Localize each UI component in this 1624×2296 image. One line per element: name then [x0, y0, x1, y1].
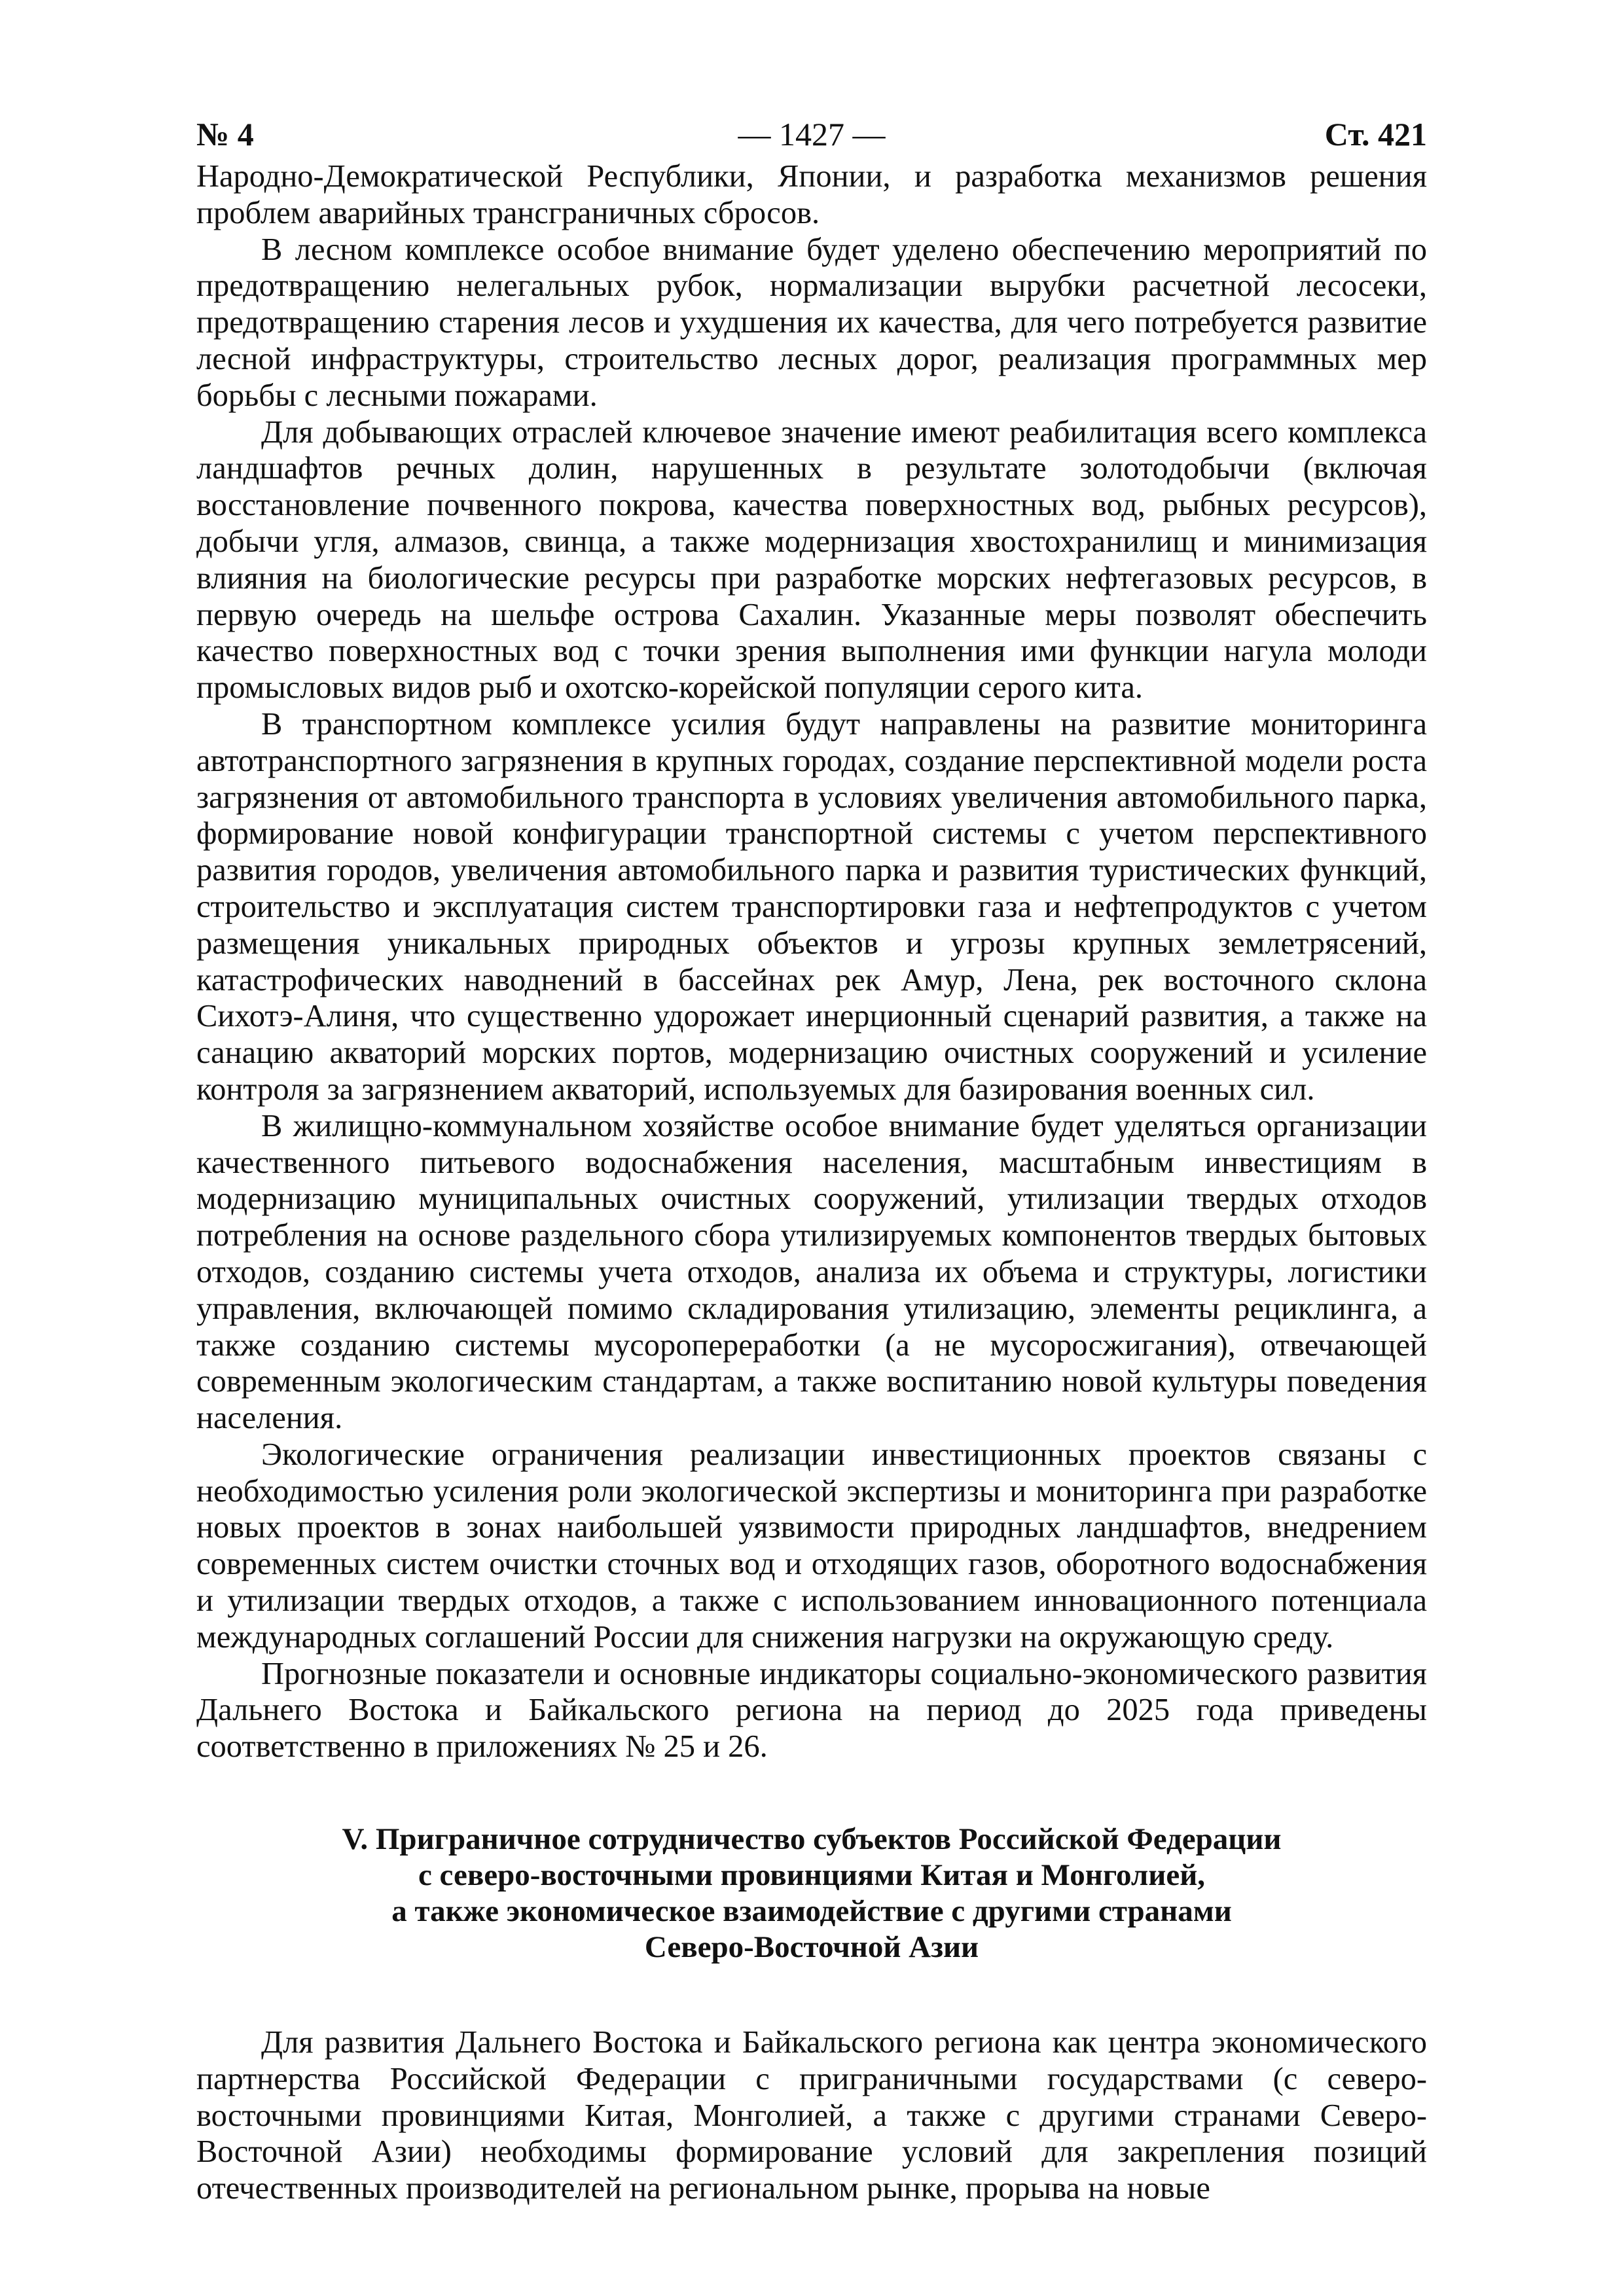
- document-page: [196, 113, 1427, 2207]
- paragraph-mining: Для добывающих отраслей ключевое значение имеют реабилитация всего комплекса ландшафтов речных долин, нарушенных в результате золотодобычи (включая восстановление почвенного покрова, качества поверхностных вод, рыбных ресурсов), добычи угля, алмазов, свинца, а также модернизация хвостохранилищ и минимизация влияния на биологические ресурсы при разработке морских нефтегазовых ресурсов, в первую очередь на шельфе острова Сахалин. Указанные меры позволят обеспечить качество поверхностных вод с точки зрения выполнения ими функции нагула молоди промысловых видов рыб и охотско-корейской популяции серого кита.: [196, 414, 1427, 706]
- running-header: [196, 113, 1427, 156]
- paragraph-section-intro: Для развития Дальнего Востока и Байкальского региона как центра экономического партнерства Российской Федерации с приграничными государствами (с северо-восточными провинциями Китая, Монголией, а также с другими странами Северо-Восточной Азии) необходимы формирование условий для закрепления позиций отечественных производителей на региональном рынке, прорыва на новые: [196, 2025, 1427, 2206]
- paragraph-continuation: Народно-Демократической Республики, Японии, и разработка механизмов решения проблем аварийных трансграничных сбросов.: [196, 159, 1427, 230]
- paragraph-ecological-limits: Экологические ограничения реализации инвестиционных проектов связаны с необходимостью усиления роли экологической экспертизы и мониторинга при разработке новых проектов в зонах наибольшей уязвимости природных ландшафтов, внедрением современных систем очистки сточных вод и отходящих газов, оборотного водоснабжения и утилизации твердых отходов, а также с использованием инновационного потенциала международных соглашений России для снижения нагрузки на окружающую среду.: [196, 1437, 1427, 1655]
- issue-number: № 4: [196, 116, 254, 152]
- section-heading-line: Северо-Восточной Азии: [644, 1930, 979, 1965]
- paragraph-transport: В транспортном комплексе усилия будут направлены на развитие мониторинга автотранспортного загрязнения в крупных городах, создание перспективной модели роста загрязнения от автомобильного транспорта в условиях увеличения автомобильного парка, формирование новой конфигурации транспортной системы с учетом перспективного развития городов, увеличения автомобильного парка и развития туристических функций, строительство и эксплуатация систем транспортировки газа и нефтепродуктов с учетом размещения уникальных природных объектов и угрозы крупных землетрясений, катастрофических наводнений в бассейнах рек Амур, Лена, рек восточного склона Сихотэ-Алиня, что существенно удорожает инерционный сценарий развития, а также на санацию акваторий морских портов, модернизацию очистных сооружений и усиление контроля за загрязнением акваторий, используемых для базирования военных сил.: [196, 706, 1427, 1107]
- paragraph-forestry: В лесном комплексе особое внимание будет уделено обеспечению мероприятий по предотвращению нелегальных рубок, нормализации вырубки расчетной лесосеки, предотвращению старения лесов и ухудшения их качества, для чего потребуется развитие лесной инфраструктуры, строительство лесных дорог, реализация программных мер борьбы с лесными пожарами.: [196, 232, 1427, 413]
- section-heading-line: V. Приграничное сотрудничество субъектов Российской Федерации: [342, 1822, 1282, 1857]
- paragraph-housing: В жилищно-коммунальном хозяйстве особое внимание будет уделяться организации качественного питьевого водоснабжения населения, масштабным инвестициям в модернизацию муниципальных очистных сооружений, утилизации твердых отходов потребления на основе раздельного сбора утилизируемых компонентов твердых бытовых отходов, созданию системы учета отходов, анализа их объема и структуры, логистики управления, включающей помимо складирования утилизацию, элементы рециклинга, а также созданию системы мусоропереработки (а не мусоросжигания), отвечающей современным экологическим стандартам, а также воспитанию новой культуры поведения населения.: [196, 1108, 1427, 1436]
- section-heading: [196, 1821, 1427, 1965]
- page-number: — 1427 —: [738, 116, 886, 152]
- article-number: Ст. 421: [1324, 116, 1427, 152]
- body-text: [196, 158, 1427, 1765]
- section-heading-line: с северо-восточными провинциями Китая и Монголией,: [418, 1858, 1206, 1893]
- section-heading-line: а также экономическое взаимодействие с другими странами: [391, 1894, 1232, 1929]
- paragraph-forecast: Прогнозные показатели и основные индикаторы социально-экономического развития Дальнего Востока и Байкальского региона на период до 2025 года приведены соответственно в приложениях № 25 и 26.: [196, 1656, 1427, 1765]
